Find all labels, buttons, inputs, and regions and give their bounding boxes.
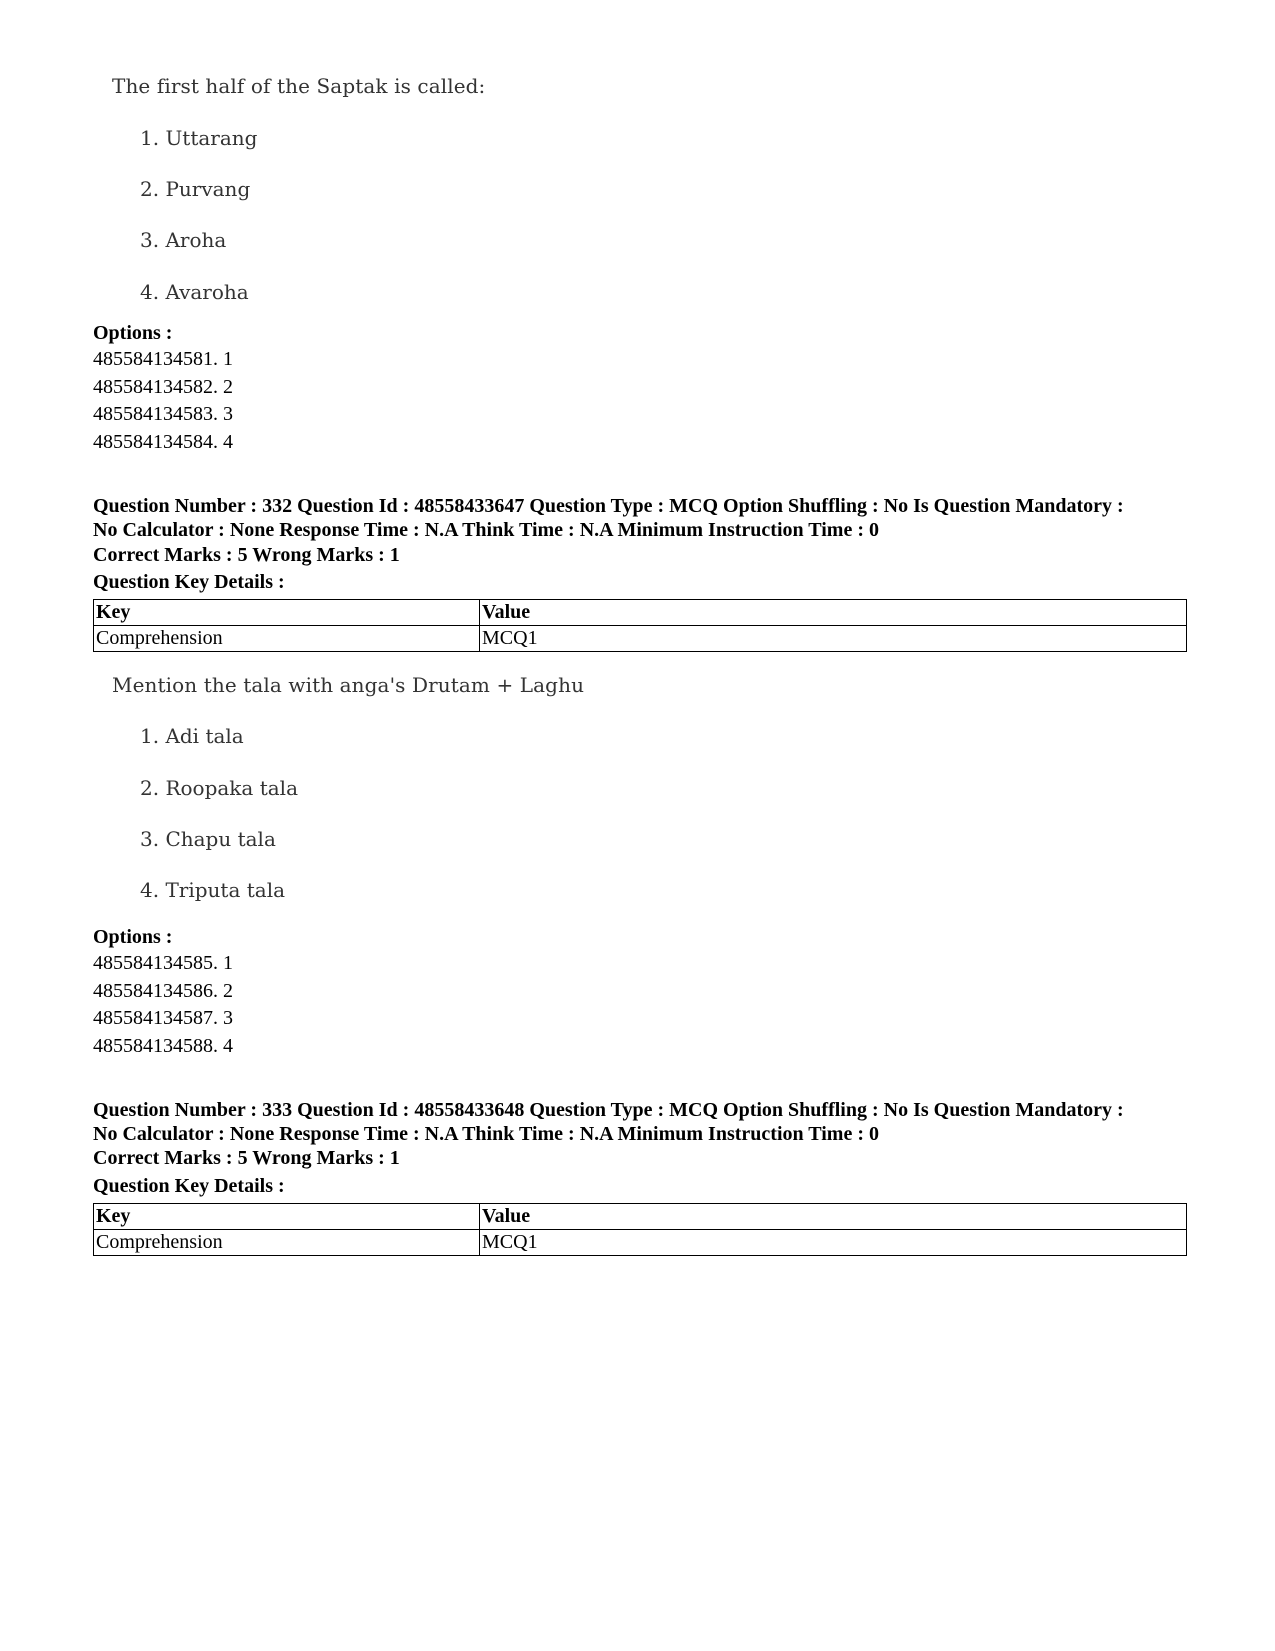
table-row [94,1230,1187,1256]
question-meta [93,494,1203,542]
option-id-1: 485584134581. 1 [93,348,233,370]
table-header-value: Value [480,600,1187,626]
question-meta-line-2: No Calculator : None Response Time : N.A Think Time : N.A Minimum Instruction Time : 0 [93,519,879,541]
question-stem: Mention the tala with anga's Drutam + Laghu [112,673,585,697]
question-meta-line-1: Question Number : 333 Question Id : 48558433648 Question Type : MCQ Option Shuffling : No Is Question Mandatory : [93,1099,1124,1121]
question-meta-line-1: Question Number : 332 Question Id : 48558433647 Question Type : MCQ Option Shuffling : No Is Question Mandatory : [93,495,1124,517]
table-header-value: Value [480,1204,1187,1230]
table-header-row [94,1204,1187,1230]
table-cell-value: MCQ1 [480,1230,1187,1256]
key-details-table [93,599,1187,652]
choice-1: 1. Uttarang [140,126,258,150]
marks-line: Correct Marks : 5 Wrong Marks : 1 [93,544,400,566]
option-id-4: 485584134584. 4 [93,431,233,453]
table-row [94,626,1187,652]
option-id-4: 485584134588. 4 [93,1035,233,1057]
table-header-key: Key [94,600,480,626]
choice-2: 2. Purvang [140,177,251,201]
choice-2: 2. Roopaka tala [140,776,298,800]
choice-1: 1. Adi tala [140,724,244,748]
table-header-row [94,600,1187,626]
choice-4: 4. Triputa tala [140,878,286,902]
key-details-table [93,1203,1187,1256]
table-cell-value: MCQ1 [480,626,1187,652]
choice-3: 3. Chapu tala [140,827,276,851]
options-label: Options : [93,926,173,948]
marks-line: Correct Marks : 5 Wrong Marks : 1 [93,1147,400,1169]
option-id-2: 485584134586. 2 [93,980,233,1002]
question-stem: The first half of the Saptak is called: [112,74,486,98]
key-details-label: Question Key Details : [93,1175,285,1197]
option-id-3: 485584134587. 3 [93,1007,233,1029]
table-header-key: Key [94,1204,480,1230]
table-cell-key: Comprehension [94,1230,480,1256]
option-id-1: 485584134585. 1 [93,952,233,974]
options-label: Options : [93,322,173,344]
option-id-2: 485584134582. 2 [93,376,233,398]
table-cell-key: Comprehension [94,626,480,652]
option-id-3: 485584134583. 3 [93,403,233,425]
key-details-label: Question Key Details : [93,571,285,593]
question-meta-line-2: No Calculator : None Response Time : N.A Think Time : N.A Minimum Instruction Time : 0 [93,1123,879,1145]
choice-4: 4. Avaroha [140,280,249,304]
question-meta [93,1098,1203,1146]
choice-3: 3. Aroha [140,228,227,252]
